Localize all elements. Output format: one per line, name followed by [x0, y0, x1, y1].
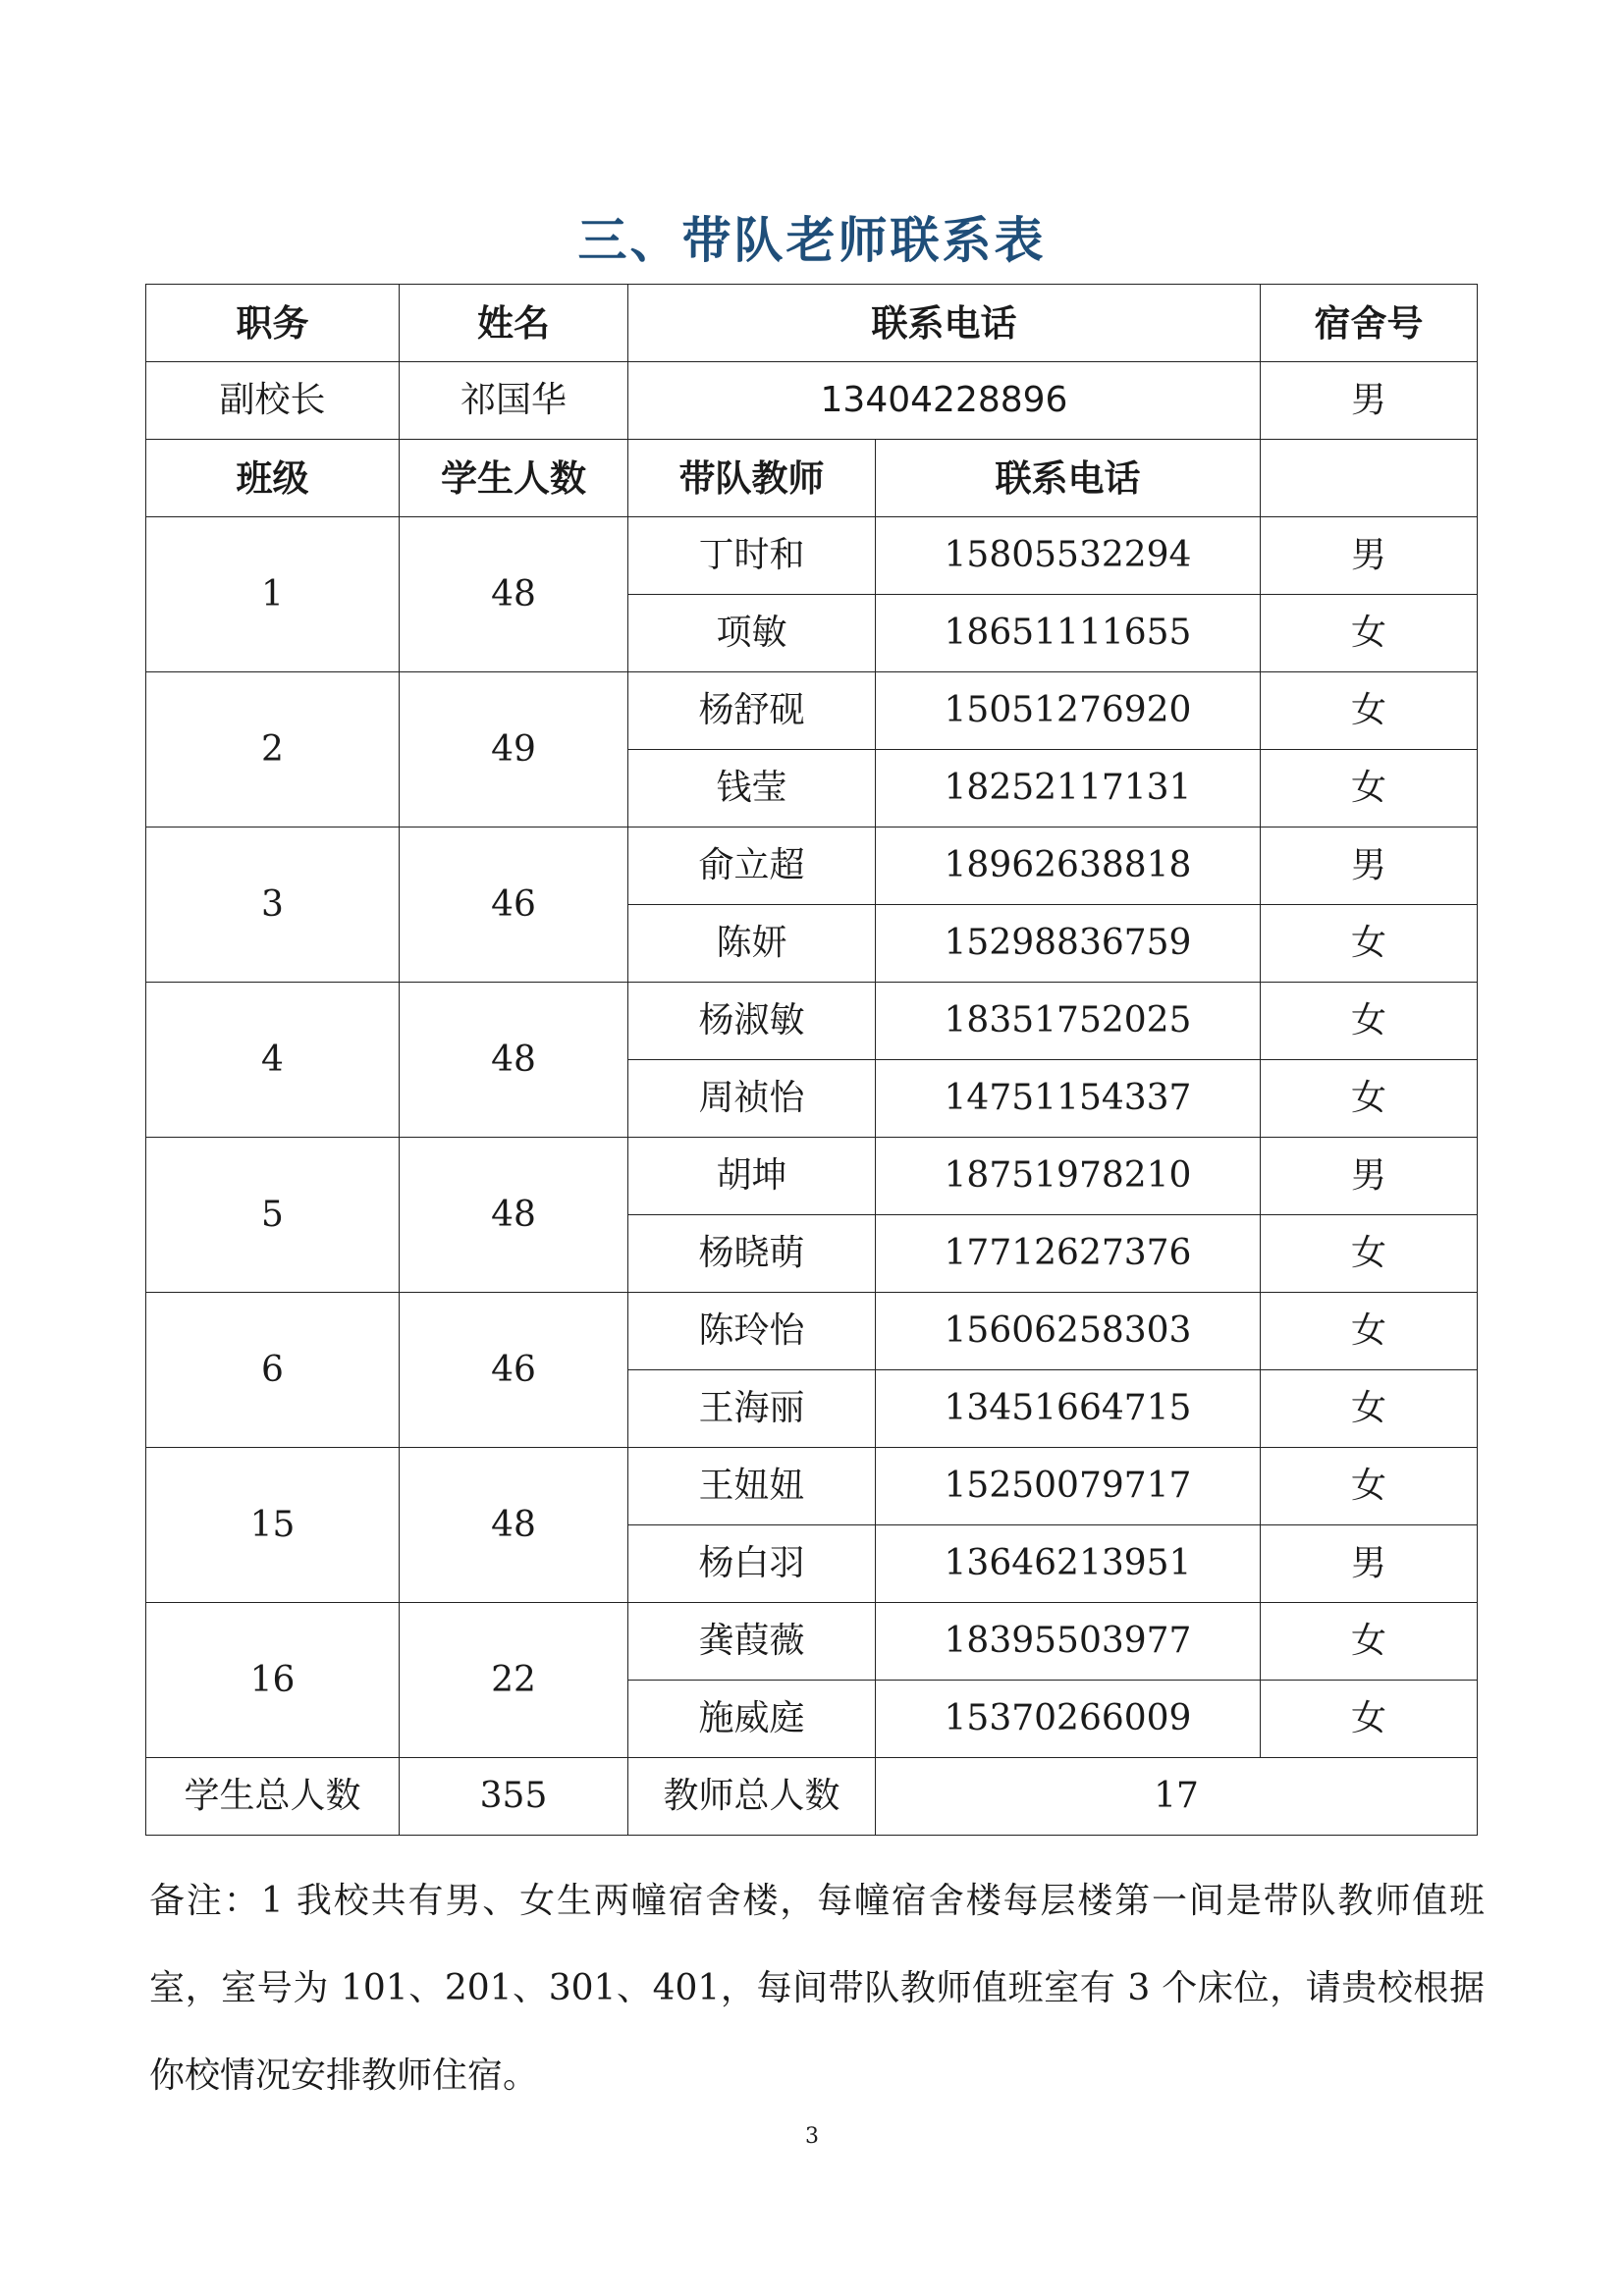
- class-number: 1: [146, 517, 400, 672]
- student-count: 22: [400, 1603, 628, 1758]
- student-count: 48: [400, 517, 628, 672]
- teacher-name: 陈玲怡: [628, 1293, 876, 1370]
- class-number: 3: [146, 828, 400, 983]
- teacher-dorm: 女: [1261, 1681, 1478, 1758]
- total-students-label: 学生总人数: [146, 1758, 400, 1836]
- student-count: 48: [400, 983, 628, 1138]
- header-dorm: 宿舍号: [1261, 285, 1478, 362]
- teacher-phone: 18252117131: [876, 750, 1261, 828]
- teacher-dorm: 女: [1261, 750, 1478, 828]
- teacher-name: 钱莹: [628, 750, 876, 828]
- leader-dorm: 男: [1261, 362, 1478, 440]
- table-row: [146, 1138, 1478, 1215]
- student-count: 49: [400, 672, 628, 828]
- subheader-teacher: 带队教师: [628, 440, 876, 517]
- teacher-phone: 15606258303: [876, 1293, 1261, 1370]
- class-number: 5: [146, 1138, 400, 1293]
- table-row: [146, 983, 1478, 1060]
- student-count: 48: [400, 1138, 628, 1293]
- teacher-phone: 15250079717: [876, 1448, 1261, 1525]
- leader-position: 副校长: [146, 362, 400, 440]
- teacher-name: 杨白羽: [628, 1525, 876, 1603]
- teacher-dorm: 女: [1261, 1603, 1478, 1681]
- teacher-phone: 13646213951: [876, 1525, 1261, 1603]
- totals-row: [146, 1758, 1478, 1836]
- teacher-phone: 15051276920: [876, 672, 1261, 750]
- teacher-phone: 18751978210: [876, 1138, 1261, 1215]
- table-row: [146, 1603, 1478, 1681]
- teacher-phone: 17712627376: [876, 1215, 1261, 1293]
- teacher-name: 陈妍: [628, 905, 876, 983]
- teacher-dorm: 女: [1261, 672, 1478, 750]
- note-text: 备注：1 我校共有男、女生两幢宿舍楼，每幢宿舍楼每层楼第一间是带队教师值班室，室号为 101、201、301、401，每间带队教师值班室有 3 个床位，请贵校根据你校情况安排教师住宿。: [149, 1881, 1485, 2096]
- teacher-phone: 15805532294: [876, 517, 1261, 595]
- student-count: 48: [400, 1448, 628, 1603]
- teacher-name: 龚葭薇: [628, 1603, 876, 1681]
- teacher-dorm: 男: [1261, 517, 1478, 595]
- teacher-phone: 15298836759: [876, 905, 1261, 983]
- class-number: 15: [146, 1448, 400, 1603]
- subheader-students: 学生人数: [400, 440, 628, 517]
- leader-phone: 13404228896: [628, 362, 1261, 440]
- student-count: 46: [400, 1293, 628, 1448]
- student-count: 46: [400, 828, 628, 983]
- teacher-dorm: 女: [1261, 1060, 1478, 1138]
- teacher-phone: 18395503977: [876, 1603, 1261, 1681]
- teacher-name: 杨淑敏: [628, 983, 876, 1060]
- class-number: 6: [146, 1293, 400, 1448]
- total-teachers-label: 教师总人数: [628, 1758, 876, 1836]
- table-row: [146, 672, 1478, 750]
- teacher-name: 丁时和: [628, 517, 876, 595]
- leader-row: [146, 362, 1478, 440]
- teacher-name: 杨舒砚: [628, 672, 876, 750]
- teacher-phone: 18351752025: [876, 983, 1261, 1060]
- class-number: 2: [146, 672, 400, 828]
- teacher-phone: 15370266009: [876, 1681, 1261, 1758]
- subheader-row: [146, 440, 1478, 517]
- teacher-dorm: 男: [1261, 1138, 1478, 1215]
- header-position: 职务: [146, 285, 400, 362]
- table-row: [146, 1448, 1478, 1525]
- page-title: 三、带队老师联系表: [577, 212, 1047, 269]
- subheader-phone: 联系电话: [876, 440, 1261, 517]
- teacher-name: 俞立超: [628, 828, 876, 905]
- teacher-phone: 18651111655: [876, 595, 1261, 672]
- total-teachers-value: 17: [876, 1758, 1478, 1836]
- teacher-phone: 14751154337: [876, 1060, 1261, 1138]
- teacher-name: 王妞妞: [628, 1448, 876, 1525]
- teacher-dorm: 女: [1261, 1448, 1478, 1525]
- teacher-name: 施威庭: [628, 1681, 876, 1758]
- teacher-dorm: 女: [1261, 1370, 1478, 1448]
- teacher-dorm: 女: [1261, 1293, 1478, 1370]
- class-number: 4: [146, 983, 400, 1138]
- teacher-phone: 18962638818: [876, 828, 1261, 905]
- table-row: [146, 1293, 1478, 1370]
- leader-name: 祁国华: [400, 362, 628, 440]
- total-students-value: 355: [400, 1758, 628, 1836]
- teacher-name: 项敏: [628, 595, 876, 672]
- teacher-dorm: 男: [1261, 828, 1478, 905]
- table-row: [146, 517, 1478, 595]
- subheader-class: 班级: [146, 440, 400, 517]
- teacher-dorm: 女: [1261, 905, 1478, 983]
- teacher-name: 胡坤: [628, 1138, 876, 1215]
- teacher-phone: 13451664715: [876, 1370, 1261, 1448]
- teacher-name: 周祯怡: [628, 1060, 876, 1138]
- teacher-dorm: 女: [1261, 1215, 1478, 1293]
- teacher-name: 杨晓萌: [628, 1215, 876, 1293]
- header-name: 姓名: [400, 285, 628, 362]
- subheader-dorm-empty: [1261, 440, 1478, 517]
- header-row: [146, 285, 1478, 362]
- teacher-dorm: 女: [1261, 595, 1478, 672]
- header-phone: 联系电话: [628, 285, 1261, 362]
- teacher-name: 王海丽: [628, 1370, 876, 1448]
- table-row: [146, 828, 1478, 905]
- teacher-dorm: 女: [1261, 983, 1478, 1060]
- page-number: 3: [805, 2124, 819, 2149]
- class-number: 16: [146, 1603, 400, 1758]
- contact-table: [145, 284, 1478, 1836]
- teacher-dorm: 男: [1261, 1525, 1478, 1603]
